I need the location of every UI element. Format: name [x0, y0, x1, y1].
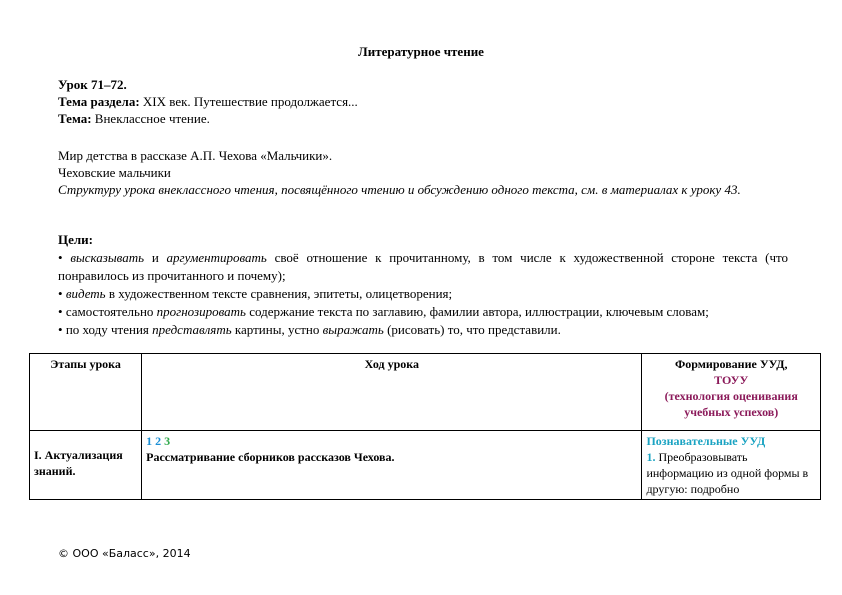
uud-title: Познавательные УУД [646, 434, 766, 448]
section-label: Тема раздела: [58, 94, 140, 109]
uud-number: 1. [646, 450, 656, 464]
bullet: • [58, 286, 63, 301]
topic-line [58, 110, 788, 127]
slide-number: 3 [164, 434, 171, 448]
intro-line-2: Чеховские мальчики [58, 165, 171, 180]
table-header-row [30, 354, 821, 431]
section-value: XIX век. Путешествие продолжается... [142, 94, 358, 109]
lesson-table [29, 353, 821, 500]
slide-number: 2 [155, 434, 162, 448]
goal-verb: представлять [152, 322, 232, 337]
goal-verb: видеть [65, 286, 106, 301]
topic-value: Внеклассное чтение. [94, 111, 210, 126]
goal-text: по ходу чтения [65, 322, 149, 337]
header-progress: Ход урока [142, 354, 642, 431]
goal-verb: аргументировать [166, 250, 267, 265]
bullet: • [58, 322, 63, 337]
activity-cell [142, 431, 642, 500]
goal-text: и [151, 250, 159, 265]
slide-number: 1 [146, 434, 153, 448]
slide-numbers [146, 433, 637, 449]
goal-text: самостоятельно [65, 304, 154, 319]
intro-note: Структуру урока внеклассного чтения, посвящённого чтению и обсуждению одного текста, см. в материалах к уроку 43. [58, 182, 741, 197]
header-toou: ТОУУ [714, 373, 749, 387]
bullet: • [58, 304, 63, 319]
goal-verb: прогнозировать [156, 304, 246, 319]
uud-text [646, 449, 816, 497]
goal-item-1 [58, 249, 788, 285]
goal-text: (рисовать) то, что представили. [387, 322, 561, 337]
goals-heading: Цели: [58, 232, 93, 247]
goal-item-2 [58, 285, 788, 303]
goal-text: в художественном тексте сравнения, эпитеты, олицетворения; [108, 286, 453, 301]
goal-text: своё отношение к прочитанному, в том числе к художественной стороне текста (что понравилось из прочитанного и почему); [58, 250, 789, 283]
copyright: © ООО «Баласс», 2014 [58, 547, 191, 560]
stage-label: I. Актуализация знаний. [34, 448, 123, 478]
intro-line-1: Мир детства в рассказе А.П. Чехова «Мальчики». [58, 148, 333, 163]
page-title: Литературное чтение [358, 44, 484, 59]
lesson-number: Урок 71–72. [58, 77, 127, 92]
activity-text: Рассматривание сборников рассказов Чехова. [146, 450, 395, 464]
topic-label: Тема: [58, 111, 92, 126]
goal-item-4 [58, 321, 788, 339]
header-uud-title: Формирование УУД, [674, 357, 788, 371]
goal-text: картины, устно [234, 322, 320, 337]
header-toou-tech: (технология оценивания учебных успехов) [664, 389, 798, 419]
table-row [30, 431, 821, 500]
uud-description: Преобразовывать информацию из одной формы в другую: подробно [646, 450, 809, 496]
goal-text: содержание текста по заглавию, фамилии автора, иллюстрации, ключевым словам; [249, 304, 709, 319]
stage-cell [30, 431, 142, 500]
uud-cell [642, 431, 821, 500]
goal-item-3 [58, 303, 788, 321]
header-uud [642, 354, 821, 431]
section-line [58, 93, 788, 110]
lesson-header [58, 76, 788, 127]
bullet: • [58, 250, 63, 265]
goals-block [58, 231, 788, 339]
goal-verb: выражать [322, 322, 384, 337]
intro-block [58, 147, 788, 198]
header-stages: Этапы урока [30, 354, 142, 431]
goal-verb: высказывать [70, 250, 145, 265]
